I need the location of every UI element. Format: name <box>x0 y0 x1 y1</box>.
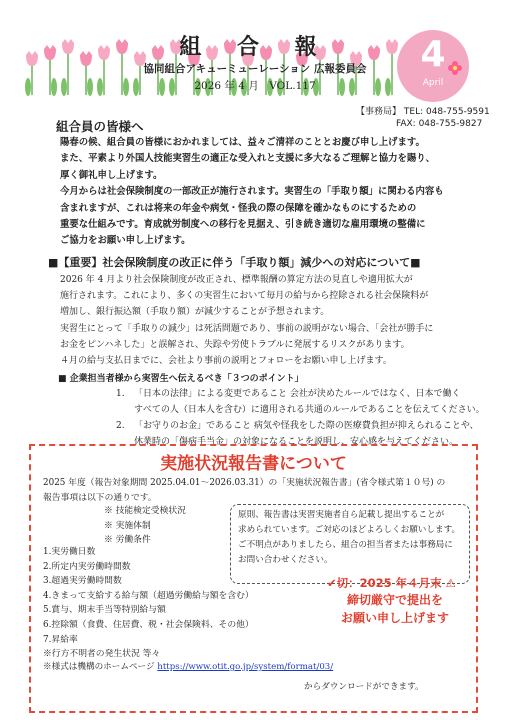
report-item: 7.昇給率 <box>43 634 78 645</box>
greeting-line: 含まれますが、これは将来の年金や病気・怪我の際の保障を確かなものにするための <box>60 202 417 214</box>
point-line: 「日本の法律」による変更であること 会社が決めたルールではなく、日本で働く <box>134 389 461 399</box>
report-item: 1.実労働日数 <box>43 547 96 557</box>
deadline <box>327 575 456 591</box>
greeting-line: 重要な仕組みです。育成就労制度への移行を見据え、引き続き適切な雇用環境の整備に <box>60 219 426 231</box>
section-body <box>60 272 480 369</box>
month-number: 4 <box>420 34 446 75</box>
request-line: 締切厳守で提出を <box>346 593 443 607</box>
report-item: 2.所定内実労働時間数 <box>43 561 131 572</box>
point-line: すべての人（日本人を含む）に適用される共通のルールであることを伝えてください。 <box>134 404 485 415</box>
note-text <box>238 508 460 568</box>
point-item <box>116 387 485 419</box>
report-intro-line: 2025 年度（報告対象期間 2025.04.01～2026.03.31）の「実施状況報告書」(省令様式第１０号) の <box>43 478 446 488</box>
report-item: 3.超過実労働時間数 <box>43 576 122 587</box>
section-line: お金をピンハネした」と誤解され、失踪や労使トラブルに発展するリスクがあります。 <box>60 339 410 350</box>
contact-info <box>356 106 490 130</box>
section-line: 実習生にとって「手取りの減少」は死活問題であり、事前の説明がない場合、「会社が勝手に <box>60 323 434 334</box>
report-category: ※ 労働条件 <box>104 535 151 545</box>
greeting-line: 厚く御礼申し上げます。 <box>60 169 163 181</box>
points-heading: ■ 企業担当者様から実習生へ伝えるべき「３つのポイント」 <box>58 374 304 384</box>
request-line: お願い申し上げます <box>340 611 449 625</box>
section-line: 2026 年 4 月より社会保険制度が改正され、標準報酬の算定方法の見直しや適用拡大が <box>60 275 413 285</box>
greeting-body <box>60 135 480 250</box>
format-link[interactable]: https://www.otit.go.jp/system/format/03/ <box>157 662 334 672</box>
report-item: 5.賞与、期末手当等特別給与額 <box>43 605 166 616</box>
report-title: 実施状況報告書について <box>160 454 347 474</box>
point-line: 「お守りのお金」であること 病気や怪我をした際の医療費負担が抑えられることや、 <box>134 421 479 431</box>
tel-number: TEL: 048-755-9591 <box>403 107 490 117</box>
point-number: 1. <box>116 389 125 399</box>
report-item: 6.控除額（食費、住居費、税・社会保険料、その他） <box>43 619 254 630</box>
report-items <box>43 545 254 662</box>
section-line: ４月の給与支払日までに、会社より事前の説明とフォローをお願い申し上げます。 <box>60 356 392 367</box>
office-label: 【事務局】 <box>356 107 402 117</box>
note-line: 原則、報告書は実習実施者自ら記載し提出することが <box>238 510 445 520</box>
warning-icon: ⚠ <box>445 576 456 590</box>
fax-number: FAX: 048-755-9827 <box>396 119 483 129</box>
newsletter-title: 組 合 報 <box>179 34 331 60</box>
deadline-text: ✔切：2025 年４月末 <box>327 576 442 590</box>
note-line: ご不明点がありましたら、組合の担当者または事務局に <box>238 540 453 550</box>
month-badge <box>397 30 469 102</box>
download-note: からダウンロードができます。 <box>304 682 424 692</box>
month-label: April <box>422 78 444 88</box>
organization-name: 協同組合アキューミューレーション 広報委員会 <box>143 63 367 75</box>
format-prefix: ※様式は機構のホームページ <box>43 662 155 672</box>
submission-request <box>330 591 460 627</box>
section-heading: ■【重要】社会保険制度の改正に伴う「手取り額」減少への対応について■ <box>48 256 421 269</box>
section-line: 増加し、銀行振込額（手取り額）が減少することが予想されます。 <box>60 307 330 318</box>
greeting-line: また、平素より外国人技能実習生の適正な受入れと支援に多大なるご理解と協力を賜り、 <box>60 153 436 165</box>
note-line: お問い合わせください。 <box>238 555 333 565</box>
point-line: 休業時の「傷病手当金」の対象になることを説明し、安心感を与えてください。 <box>134 436 459 447</box>
format-note <box>43 660 333 672</box>
report-item: ※行方不明者の発生状況 等々 <box>43 649 161 660</box>
greeting-line: ご協力をお願い申し上げます。 <box>60 235 191 247</box>
note-line: 求められています。ご対応のほどよろしくお願いします。 <box>238 525 461 535</box>
greeting-heading: 組合員の皆様へ <box>56 119 144 134</box>
report-intro-line: 報告事項は以下の通りです。 <box>43 492 157 503</box>
section-line: 施行されます。これにより、多くの実習生において毎月の給与から控除される社会保険料が <box>60 291 429 302</box>
report-categories <box>104 504 186 548</box>
point-number: 2. <box>116 421 125 431</box>
greeting-line: 陽春の候、組合員の皆様におかれましては、益々ご清祥のこととお慶び申し上げます。 <box>60 137 425 148</box>
flower-icon <box>447 60 463 76</box>
report-item: 4.きまって支給する給与額（超過労働給与額を含む） <box>43 590 254 601</box>
report-intro <box>43 476 445 505</box>
report-category: ※ 技能検定受検状況 <box>104 506 186 516</box>
greeting-line: 今月からは社会保険制度の一部改正が施行されます。実習生の「手取り額」に関わる内容も <box>60 186 444 198</box>
report-category: ※ 実施体制 <box>104 520 151 531</box>
issue-info: 2026 年 4 月 VOL.117 <box>194 80 316 92</box>
